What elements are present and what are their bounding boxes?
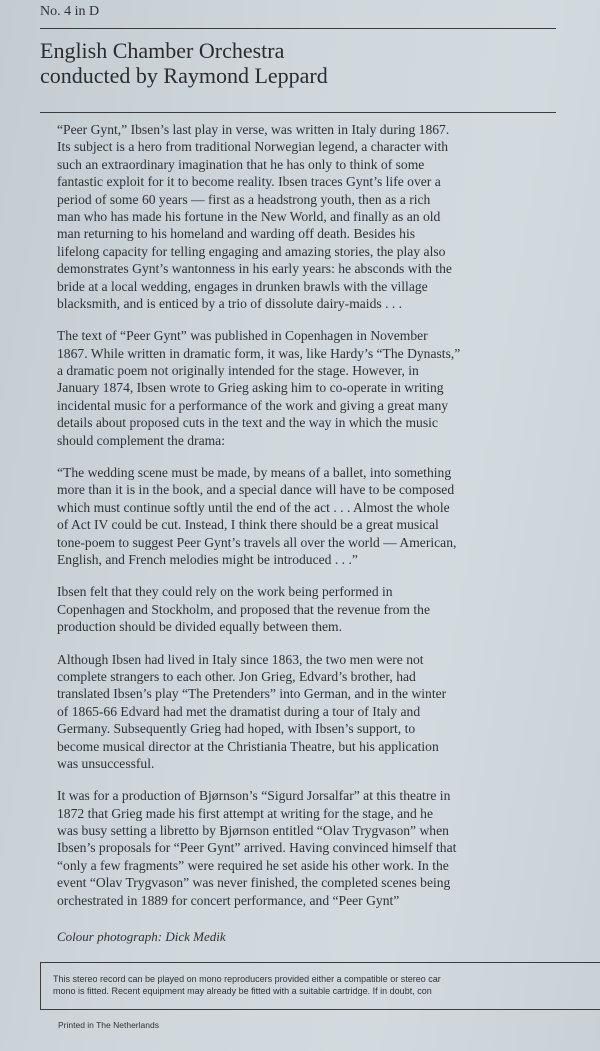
text-line: fantastic exploit for it to become reality. Ibsen traces Gynt’s life over a [57,174,441,190]
liner-notes [57,121,600,924]
text-line: of 1865-66 Edvard had met the dramatist during a tour of Italy and [57,703,421,719]
text-line: Copenhagen and Stockholm, and proposed that the revenue from the [57,601,430,617]
text-line: translated Ibsen’s play “The Pretenders” into German, and in the winter [57,686,447,702]
quotation-paragraph [57,464,600,568]
text-line: was busy setting a libretto by Bjørnson entitled “Olav Trygvason” when [57,823,449,839]
text-line: of Act IV could be cut. Instead, I think there should be a great musical [57,517,439,533]
text-line: blacksmith, and is enticed by a trio of dissolute dairy-maids . . . [57,295,403,311]
text-line: details about proposed cuts in the text and the way in which the music [57,415,438,431]
text-line: should complement the drama: [57,432,225,448]
orchestra: English Chamber Orchestra [40,38,285,63]
text-line: period of some 60 years — first as a headstrong youth, then as a rich [57,191,431,207]
paragraph [57,121,600,312]
notice-line: mono is fitted. Recent equipment may already be fitted with a suitable cartridge. If in doubt, con [53,986,432,996]
text-line: 1867. While written in dramatic form, it was, like Hardy’s “The Dynasts,” [57,345,461,361]
text-line: lifelong capacity for telling engaging and amazing stories, the play also [57,243,446,259]
text-line: such an extraordinary imagination that he has only to think of some [57,156,425,172]
stereo-notice [40,962,600,1010]
text-line: man returning to his homeland and warding off death. Besides his [57,226,416,242]
text-line: orchestrated in 1889 for concert performance, and “Peer Gynt” [57,892,400,908]
text-line: become musical director at the Christiania Theatre, but his application [57,738,439,754]
notice-line: This stereo record can be played on mono reproducers provided either a compatible or stereo car [53,974,441,984]
text-line: Ibsen felt that they could rely on the work being performed in [57,584,393,600]
text-line: The text of “Peer Gynt” was published in Copenhagen in November [57,328,428,344]
text-line: Although Ibsen had lived in Italy since 1863, the two men were not [57,651,424,667]
text-line: “Peer Gynt,” Ibsen’s last play in verse, was written in Italy during 1867. [57,122,450,137]
text-line: January 1874, Ibsen wrote to Grieg asking him to co-operate in writing [57,380,444,396]
text-line: “only a few fragments” were required he set aside his other work. In the [57,857,449,873]
text-line: It was for a production of Bjørnson’s “Sigurd Jorsalfar” at this theatre in [57,788,451,804]
text-line: a dramatic poem not originally intended for the stage. However, in [57,363,419,379]
text-line: complete strangers to each other. Jon Grieg, Edvard’s brother, had [57,668,416,684]
text-line: event “Olav Trygvason” was never finished, the completed scenes being [57,875,451,891]
paragraph [57,583,600,635]
text-line: more than it is in the book, and a special dance will have to be composed [57,482,455,498]
paragraph [57,651,600,773]
text-line: demonstrates Gynt’s wantonness in his early years: he absconds with the [57,261,452,277]
text-line: Ibsen’s proposals for “Peer Gynt” arrived. Having convinced himself that [57,840,457,856]
text-line: production should be divided equally between them. [57,619,343,635]
paragraph [57,327,600,449]
text-line: which must continue softly until the end of the act . . . Almost the whole [57,499,450,515]
text-line: “The wedding scene must be made, by means of a ballet, into something [57,465,452,481]
divider [40,28,556,29]
text-line: Its subject is a hero from traditional Norwegian legend, a character with [57,139,449,155]
conductor: conducted by Raymond Leppard [40,63,328,88]
text-line: man who has made his fortune in the New World, and finally as an old [57,208,441,224]
paragraph [57,787,600,909]
text-line: tone-poem to suggest Peer Gynt’s travels all over the world — American, [57,534,457,550]
photo-credit: Colour photograph: Dick Medik [57,929,226,944]
text-line: 1872 that Grieg made his first attempt at writing for the stage, and he [57,805,433,821]
text-line: Germany. Subsequently Grieg had hoped, with Ibsen’s support, to [57,721,416,737]
divider [40,112,556,113]
text-line: English, and French melodies might be introduced . . .” [57,551,358,567]
text-line: bride at a local wedding, engages in drunken brawls with the village [57,278,428,294]
printed-in: Printed in The Netherlands [58,1020,159,1030]
performers-title [40,38,328,88]
work-number: No. 4 in D [40,4,100,19]
text-line: was unsuccessful. [57,755,155,771]
text-line: incidental music for a performance of the work and giving a great many [57,397,449,413]
